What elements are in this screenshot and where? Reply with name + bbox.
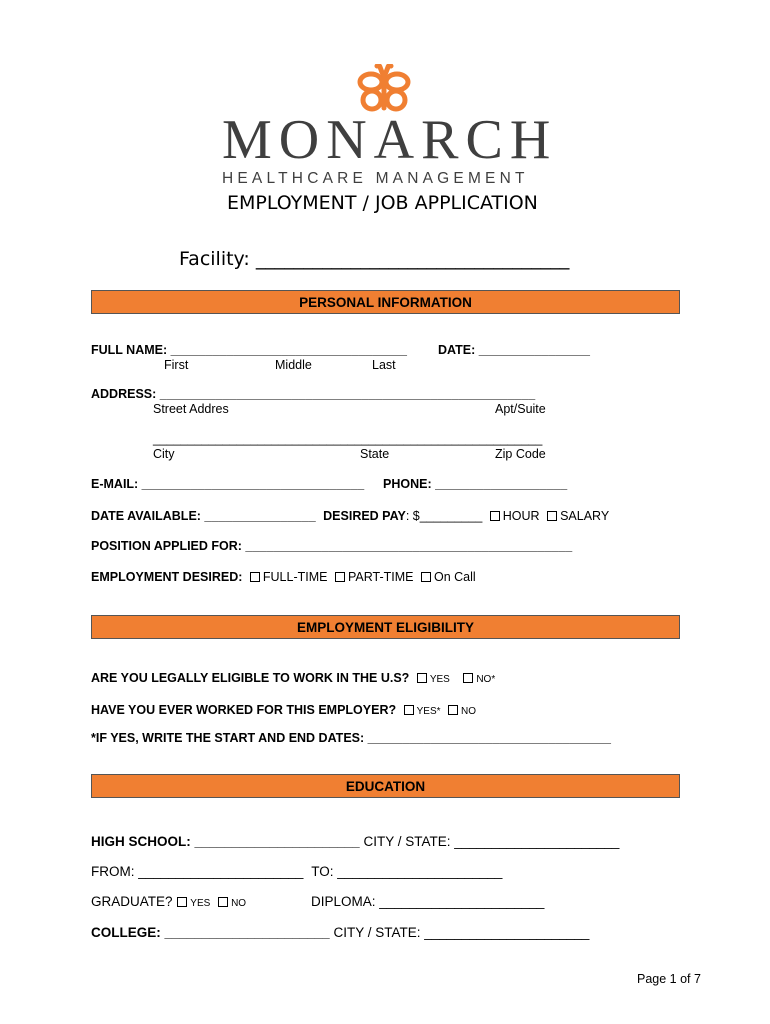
eligibility-question-1 [91, 671, 495, 685]
logo-subtitle: HEALTHCARE MANAGEMENT [222, 170, 529, 187]
q2-label: HAVE YOU EVER WORKED FOR THIS EMPLOYER? [91, 703, 397, 717]
q2-yes-label: YES* [416, 706, 441, 717]
address-field[interactable]: ADDRESS: ______________________________________________________ [91, 387, 536, 401]
first-label: First [164, 358, 189, 372]
college-city-state-field[interactable]: CITY / STATE: ______________________ [333, 925, 590, 940]
apt-suite-label: Apt/Suite [495, 402, 546, 416]
position-field[interactable]: POSITION APPLIED FOR: _______________________________________________ [91, 539, 573, 553]
high-school-row [91, 834, 619, 849]
butterfly-icon [355, 64, 413, 114]
facility-line[interactable]: _________________________________ [255, 248, 570, 270]
email-field[interactable]: E-MAIL: ________________________________ [91, 477, 365, 491]
diploma-field[interactable]: DIPLOMA: ______________________ [311, 894, 545, 909]
salary-label: SALARY [560, 509, 610, 523]
section-education: EDUCATION [91, 774, 680, 798]
from-field[interactable]: FROM: ______________________ [91, 864, 304, 879]
on-call-checkbox[interactable] [421, 572, 431, 582]
desired-pay-field[interactable]: : $_________ [405, 509, 483, 523]
to-field[interactable]: TO: ______________________ [311, 864, 503, 879]
availability-pay-row [91, 509, 609, 523]
date-field[interactable]: DATE: ________________ [438, 343, 590, 357]
zip-label: Zip Code [495, 447, 546, 461]
employment-desired-row [91, 570, 476, 584]
date-available-field[interactable]: DATE AVAILABLE: ________________ [91, 509, 316, 523]
graduate-no-checkbox[interactable] [218, 897, 228, 907]
middle-label: Middle [275, 358, 312, 372]
q2-yes-checkbox[interactable] [404, 705, 414, 715]
on-call-label: On Call [433, 570, 476, 584]
start-end-dates-field[interactable]: *IF YES, WRITE THE START AND END DATES: ___________________________________ [91, 731, 611, 745]
eligibility-question-2 [91, 703, 476, 717]
college-field[interactable]: COLLEGE: ______________________ [91, 925, 330, 940]
street-label: Street Addres [153, 402, 229, 416]
logo-name: MONARCH [222, 109, 558, 171]
q1-yes-label: YES [429, 674, 450, 685]
facility-field[interactable] [179, 248, 569, 270]
hour-label: HOUR [502, 509, 540, 523]
phone-field[interactable]: PHONE: ___________________ [383, 477, 568, 491]
part-time-checkbox[interactable] [335, 572, 345, 582]
q1-no-checkbox[interactable] [463, 673, 473, 683]
city-label: City [153, 447, 175, 461]
graduate-label: GRADUATE? [91, 894, 173, 909]
page-number: Page 1 of 7 [637, 972, 701, 986]
graduate-yes-label: YES [190, 898, 211, 909]
facility-label: Facility: [179, 248, 250, 270]
graduate-no-label: NO [231, 898, 247, 909]
q1-yes-checkbox[interactable] [417, 673, 427, 683]
desired-pay-label: DESIRED PAY [323, 509, 406, 523]
q2-no-checkbox[interactable] [448, 705, 458, 715]
page-title: EMPLOYMENT / JOB APPLICATION [227, 192, 538, 214]
section-personal-information: PERSONAL INFORMATION [91, 290, 680, 314]
graduate-row [91, 894, 246, 909]
graduate-yes-checkbox[interactable] [177, 897, 187, 907]
hour-checkbox[interactable] [490, 511, 500, 521]
q1-label: ARE YOU LEGALLY ELIGIBLE TO WORK IN THE U.S? [91, 671, 410, 685]
employment-desired-label: EMPLOYMENT DESIRED: [91, 570, 243, 584]
last-label: Last [372, 358, 396, 372]
full-time-checkbox[interactable] [250, 572, 260, 582]
hs-city-state-field[interactable]: CITY / STATE: ______________________ [363, 834, 620, 849]
city-state-zip-line[interactable]: ________________________________________________________ [153, 432, 543, 446]
full-time-label: FULL-TIME [262, 570, 328, 584]
college-row [91, 925, 589, 940]
high-school-field[interactable]: HIGH SCHOOL: ______________________ [91, 834, 360, 849]
from-to-row [91, 864, 502, 879]
part-time-label: PART-TIME [347, 570, 414, 584]
q1-no-label: NO* [476, 674, 496, 685]
q2-no-label: NO [461, 706, 476, 717]
state-label: State [360, 447, 390, 461]
full-name-field[interactable]: FULL NAME: __________________________________ [91, 343, 407, 357]
salary-checkbox[interactable] [547, 511, 557, 521]
section-employment-eligibility: EMPLOYMENT ELIGIBILITY [91, 615, 680, 639]
